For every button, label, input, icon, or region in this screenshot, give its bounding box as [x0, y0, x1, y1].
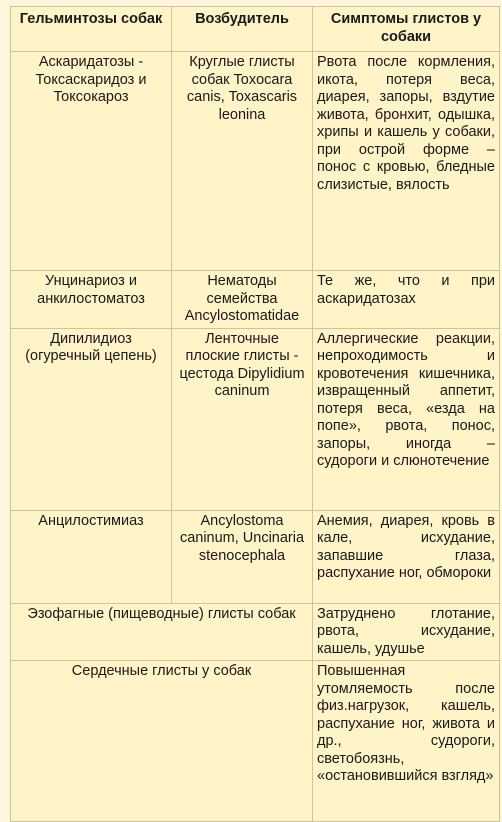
- header-symptoms: Симптомы глистов у собаки: [313, 7, 500, 52]
- symptoms-cell: Те же, что и при аскаридатозах: [313, 271, 500, 329]
- agent-cell: Нематоды семейства Ancylostomatidae: [172, 271, 313, 329]
- symptoms-cell: Повышенная утомляемость после физ.нагрузок, кашель, распухание ног, живота и др., судороги, светобоязнь, «остановившийся взгляд»: [313, 661, 500, 822]
- disease-cell: Сердечные глисты у собак: [11, 661, 313, 822]
- disease-cell: Анцилостимиаз: [11, 510, 172, 603]
- agent-cell: Ленточные плоские глисты - цестода Dipylidium caninum: [172, 328, 313, 510]
- symptoms-cell: Затруднено глотание, рвота, исхудание, кашель, удушье: [313, 603, 500, 661]
- table-header-row: [11, 7, 500, 52]
- disease-cell: Унцинариоз и анкилостоматоз: [11, 271, 172, 329]
- table-row: [11, 271, 500, 329]
- disease-cell: Аскаридатозы - Токсаскаридоз и Токсокароз: [11, 52, 172, 271]
- agent-cell: Круглые глисты собак Toxocara canis, Toxascaris leonina: [172, 52, 313, 271]
- table-row: [11, 510, 500, 603]
- table-row: [11, 52, 500, 271]
- header-disease: Гельминтозы собак: [11, 7, 172, 52]
- disease-cell: Дипилидиоз (огуречный цепень): [11, 328, 172, 510]
- symptoms-cell: Анемия, диарея, кровь в кале, исхудание, запавшие глаза, распухание ног, обмороки: [313, 510, 500, 603]
- table-row: [11, 661, 500, 822]
- header-agent: Возбудитель: [172, 7, 313, 52]
- agent-cell: Ancylostoma caninum, Uncinaria stenocephala: [172, 510, 313, 603]
- disease-cell: Эзофагные (пищеводные) глисты собак: [11, 603, 313, 661]
- table-row: [11, 328, 500, 510]
- table-row: [11, 603, 500, 661]
- symptoms-cell: Рвота после кормления, икота, потеря веса, диарея, запоры, вздутие живота, бронхит, одышка, хрипы и кашель у собаки, при острой форме – понос с кровью, бледные слизистые, вялость: [313, 52, 500, 271]
- symptoms-cell: Аллергические реакции, непроходимость и кровотечения кишечника, извращенный аппетит, потеря веса, «езда на попе», рвота, понос, запоры, иногда – судороги и слюнотечение: [313, 328, 500, 510]
- helminths-table: [10, 6, 500, 822]
